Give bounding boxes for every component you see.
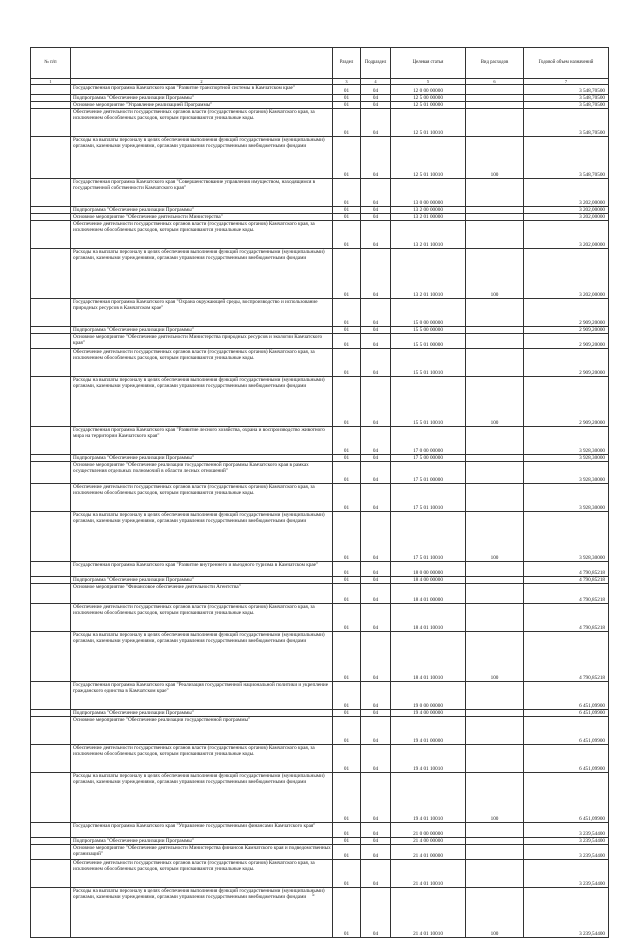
row-sum-cell: 4 790,85218 (524, 577, 609, 584)
row-vr-cell (466, 179, 524, 207)
row-razdel-cell: 01 (333, 860, 361, 888)
table-row (31, 377, 609, 427)
row-razdel-cell: 01 (333, 682, 361, 710)
table-row (31, 860, 609, 888)
row-number-cell (31, 214, 71, 221)
header-name (71, 48, 333, 79)
row-razdel-cell: 01 (333, 377, 361, 427)
budget-table (30, 47, 609, 938)
table-row (31, 327, 609, 334)
row-csr-cell: 12 5 01 10010 (391, 137, 466, 179)
row-number-cell (31, 249, 71, 299)
row-sum-cell: 3 548,70500 (524, 137, 609, 179)
row-vr-cell (466, 462, 524, 484)
row-sum-cell: 2 909,20000 (524, 334, 609, 349)
row-number-cell (31, 823, 71, 838)
row-csr-cell: 17 5 01 00000 (391, 462, 466, 484)
table-row (31, 207, 609, 214)
header-razdel: Раздел (333, 48, 361, 79)
row-razdel-cell: 01 (333, 299, 361, 327)
row-vr-cell (466, 95, 524, 102)
row-name-cell: Обеспечение деятельности государственных органов власти (государственных органов) Камчатского края, за исключением обособленных расходов, которым присваиваются уникальные коды. (71, 221, 333, 249)
table-row (31, 95, 609, 102)
row-number-cell (31, 577, 71, 584)
row-sum-cell: 3 239,54400 (524, 823, 609, 838)
table-row (31, 299, 609, 327)
row-podrazdel-cell: 04 (361, 85, 391, 95)
row-name-cell: Основное мероприятие "Финансовое обеспечение деятельности Агентства" (71, 584, 333, 604)
row-number-cell (31, 512, 71, 562)
row-name-cell: Основное мероприятие "Обеспечение деятельности Министерства" (71, 214, 333, 221)
row-podrazdel-cell: 04 (361, 427, 391, 455)
table-row (31, 334, 609, 349)
row-vr-cell (466, 860, 524, 888)
row-podrazdel-cell: 04 (361, 745, 391, 773)
row-vr-cell (466, 214, 524, 221)
row-podrazdel-cell: 04 (361, 109, 391, 137)
row-podrazdel-cell: 04 (361, 773, 391, 823)
table-row (31, 584, 609, 604)
row-vr-cell (466, 845, 524, 860)
row-sum-cell: 3 239,54400 (524, 860, 609, 888)
row-razdel-cell: 01 (333, 462, 361, 484)
row-sum-cell: 3 202,00000 (524, 221, 609, 249)
page-number: 5 (312, 893, 315, 898)
row-csr-cell: 19 4 01 00000 (391, 717, 466, 745)
row-podrazdel-cell: 04 (361, 860, 391, 888)
row-csr-cell: 18 4 01 10010 (391, 604, 466, 632)
row-razdel-cell: 01 (333, 577, 361, 584)
row-number-cell (31, 377, 71, 427)
row-razdel-cell: 01 (333, 717, 361, 745)
row-razdel-cell: 01 (333, 427, 361, 455)
row-name-cell: Подпрограмма "Обеспечение реализации Программы" (71, 327, 333, 334)
row-vr-cell (466, 334, 524, 349)
row-razdel-cell: 01 (333, 823, 361, 838)
row-razdel-cell: 01 (333, 102, 361, 109)
row-sum-cell: 2 909,20000 (524, 377, 609, 427)
row-podrazdel-cell: 04 (361, 95, 391, 102)
row-vr-cell: 100 (466, 773, 524, 823)
row-csr-cell: 12 5 01 10010 (391, 109, 466, 137)
row-vr-cell: 100 (466, 249, 524, 299)
row-csr-cell: 19 0 00 00000 (391, 682, 466, 710)
table-row (31, 214, 609, 221)
row-csr-cell: 17 5 01 10010 (391, 484, 466, 512)
row-number-cell (31, 102, 71, 109)
table-row (31, 745, 609, 773)
row-name-cell: Государственная программа Камчатского края "Развитие внутреннего и въездного туризма в Камчатском крае" (71, 562, 333, 577)
table-row (31, 349, 609, 377)
row-vr-cell (466, 207, 524, 214)
row-name-cell: Подпрограмма "Обеспечение реализации Программы" (71, 95, 333, 102)
header-sum: Годовой объем назначений (524, 48, 609, 79)
table-row (31, 137, 609, 179)
row-razdel-cell: 01 (333, 207, 361, 214)
row-podrazdel-cell: 04 (361, 334, 391, 349)
row-sum-cell: 2 909,20000 (524, 327, 609, 334)
row-razdel-cell: 01 (333, 179, 361, 207)
row-razdel-cell: 01 (333, 137, 361, 179)
row-name-cell: Подпрограмма "Обеспечение реализации Программы" (71, 838, 333, 845)
row-vr-cell (466, 604, 524, 632)
row-name-cell: Расходы на выплаты персоналу в целях обеспечения выполнения функций государственными (муниципальными) органами, казенными учреждениями, органами управления государственными внебюджетными фондами (71, 512, 333, 562)
row-csr-cell: 18 4 01 00000 (391, 584, 466, 604)
row-name-cell: Подпрограмма "Обеспечение реализации Программы" (71, 710, 333, 717)
row-razdel-cell: 01 (333, 249, 361, 299)
row-podrazdel-cell: 04 (361, 717, 391, 745)
row-name-cell: Расходы на выплаты персоналу в целях обеспечения выполнения функций государственными (муниципальными) органами, казенными учреждениями, органами управления государственными внебюджетными фондами (71, 632, 333, 682)
row-csr-cell: 18 4 00 00000 (391, 577, 466, 584)
table-row (31, 632, 609, 682)
row-vr-cell (466, 427, 524, 455)
row-name-cell: Расходы на выплаты персоналу в целях обеспечения выполнения функций государственными (муниципальными) органами, казенными учреждениями, органами управления государственными внебюджетными фондами (71, 773, 333, 823)
row-razdel-cell: 01 (333, 109, 361, 137)
row-csr-cell: 21 4 01 10010 (391, 860, 466, 888)
table-row (31, 221, 609, 249)
row-podrazdel-cell: 04 (361, 102, 391, 109)
row-csr-cell: 15 5 01 10010 (391, 377, 466, 427)
row-sum-cell: 3 548,70500 (524, 102, 609, 109)
row-csr-cell: 21 4 01 00000 (391, 845, 466, 860)
row-number-cell (31, 562, 71, 577)
table-row (31, 562, 609, 577)
row-razdel-cell: 01 (333, 214, 361, 221)
header-row (31, 48, 609, 79)
row-name-cell: Расходы на выплаты персоналу в целях обеспечения выполнения функций государственными (муниципальными) органами, казенными учреждениями, органами управления государственными внебюджетными фондами (71, 249, 333, 299)
row-name-cell: Государственная программа Камчатского края "Охрана окружающей среды, воспроизводство и использование природных ресурсов в Камчатском крае" (71, 299, 333, 327)
row-podrazdel-cell: 04 (361, 179, 391, 207)
row-number-cell (31, 299, 71, 327)
row-podrazdel-cell: 04 (361, 710, 391, 717)
header-csr: Целевая статья (391, 48, 466, 79)
header-num: № п/п (31, 48, 71, 79)
column-number: 6 (466, 79, 524, 85)
row-podrazdel-cell: 04 (361, 888, 391, 938)
row-csr-cell: 18 0 00 00000 (391, 562, 466, 577)
row-sum-cell: 3 928,30000 (524, 427, 609, 455)
row-name-cell: Обеспечение деятельности государственных органов власти (государственных органов) Камчатского края, за исключением обособленных расходов, которым присваиваются уникальные коды. (71, 109, 333, 137)
row-csr-cell: 13 2 01 10010 (391, 221, 466, 249)
row-name-cell: Основное мероприятие "Обеспечение реализации государственной программы" (71, 717, 333, 745)
row-podrazdel-cell: 04 (361, 562, 391, 577)
row-podrazdel-cell: 04 (361, 584, 391, 604)
row-number-cell (31, 860, 71, 888)
row-sum-cell: 4 790,85218 (524, 584, 609, 604)
row-number-cell (31, 455, 71, 462)
row-razdel-cell: 01 (333, 710, 361, 717)
row-razdel-cell: 01 (333, 888, 361, 938)
row-sum-cell: 3 928,30000 (524, 462, 609, 484)
row-name-cell: Обеспечение деятельности государственных органов власти (государственных органов) Камчатского края, за исключением обособленных расходов, которым присваиваются уникальные коды. (71, 604, 333, 632)
row-number-cell (31, 95, 71, 102)
row-csr-cell: 12 5 00 00000 (391, 95, 466, 102)
row-sum-cell: 3 548,70500 (524, 95, 609, 102)
row-number-cell (31, 604, 71, 632)
row-podrazdel-cell: 04 (361, 214, 391, 221)
row-podrazdel-cell: 04 (361, 455, 391, 462)
row-csr-cell: 13 2 00 00000 (391, 207, 466, 214)
row-razdel-cell: 01 (333, 455, 361, 462)
row-podrazdel-cell: 04 (361, 462, 391, 484)
row-number-cell (31, 845, 71, 860)
row-razdel-cell: 01 (333, 838, 361, 845)
row-csr-cell: 15 5 01 00000 (391, 334, 466, 349)
row-csr-cell: 13 2 01 10010 (391, 249, 466, 299)
row-sum-cell: 6 451,09900 (524, 745, 609, 773)
row-sum-cell: 3 239,54400 (524, 845, 609, 860)
row-csr-cell: 19 4 01 10010 (391, 773, 466, 823)
row-name-cell: Обеспечение деятельности государственных органов власти (государственных органов) Камчатского края, за исключением обособленных расходов, которым присваиваются уникальные коды. (71, 745, 333, 773)
row-csr-cell: 13 2 01 00000 (391, 214, 466, 221)
table-row (31, 888, 609, 938)
row-vr-cell (466, 710, 524, 717)
row-number-cell (31, 427, 71, 455)
row-number-cell (31, 632, 71, 682)
row-vr-cell (466, 717, 524, 745)
column-number: 1 (31, 79, 71, 85)
row-number-cell (31, 207, 71, 214)
row-csr-cell: 19 4 00 00000 (391, 710, 466, 717)
row-csr-cell: 21 4 00 00000 (391, 838, 466, 845)
row-name-cell: Основное мероприятие "Обеспечение деятельности Министерства природных ресурсов и экологии Камчатского края" (71, 334, 333, 349)
row-sum-cell: 2 909,20000 (524, 349, 609, 377)
row-number-cell (31, 85, 71, 95)
table-row (31, 102, 609, 109)
table-row (31, 85, 609, 95)
row-vr-cell (466, 102, 524, 109)
row-podrazdel-cell: 04 (361, 632, 391, 682)
row-podrazdel-cell: 04 (361, 577, 391, 584)
row-number-cell (31, 584, 71, 604)
column-number: 4 (361, 79, 391, 85)
row-podrazdel-cell: 04 (361, 137, 391, 179)
row-sum-cell: 3 202,00000 (524, 207, 609, 214)
column-number: 2 (71, 79, 333, 85)
row-podrazdel-cell: 04 (361, 838, 391, 845)
row-number-cell (31, 462, 71, 484)
row-podrazdel-cell: 04 (361, 207, 391, 214)
row-name-cell: Подпрограмма "Обеспечение реализации Программы" (71, 455, 333, 462)
row-number-cell (31, 484, 71, 512)
row-podrazdel-cell: 04 (361, 377, 391, 427)
row-csr-cell: 12 0 00 00000 (391, 85, 466, 95)
row-number-cell (31, 838, 71, 845)
row-sum-cell: 3 239,54400 (524, 888, 609, 938)
row-vr-cell (466, 109, 524, 137)
table-row (31, 109, 609, 137)
row-number-cell (31, 109, 71, 137)
row-sum-cell: 3 548,70500 (524, 109, 609, 137)
table-row (31, 577, 609, 584)
row-razdel-cell: 01 (333, 221, 361, 249)
row-razdel-cell: 01 (333, 512, 361, 562)
row-number-cell (31, 710, 71, 717)
row-podrazdel-cell: 04 (361, 327, 391, 334)
row-podrazdel-cell: 04 (361, 682, 391, 710)
row-vr-cell (466, 562, 524, 577)
row-razdel-cell: 01 (333, 484, 361, 512)
row-vr-cell: 100 (466, 377, 524, 427)
row-vr-cell (466, 455, 524, 462)
row-number-cell (31, 682, 71, 710)
table-row (31, 484, 609, 512)
table-row (31, 845, 609, 860)
row-razdel-cell: 01 (333, 327, 361, 334)
row-sum-cell: 3 202,00000 (524, 249, 609, 299)
row-csr-cell: 15 5 00 00000 (391, 327, 466, 334)
row-sum-cell: 3 928,30000 (524, 455, 609, 462)
row-sum-cell: 4 790,85218 (524, 632, 609, 682)
row-vr-cell (466, 823, 524, 838)
row-podrazdel-cell: 04 (361, 512, 391, 562)
table-row (31, 604, 609, 632)
row-vr-cell (466, 85, 524, 95)
row-csr-cell: 15 5 01 10010 (391, 349, 466, 377)
row-sum-cell: 6 451,09900 (524, 682, 609, 710)
table-row (31, 682, 609, 710)
row-podrazdel-cell: 04 (361, 249, 391, 299)
row-sum-cell: 6 451,09900 (524, 773, 609, 823)
row-name-cell: Государственная программа Камчатского края "Управление государственными финансами Камчатского края" (71, 823, 333, 838)
row-csr-cell: 15 0 00 00000 (391, 299, 466, 327)
row-name-cell: Расходы на выплаты персоналу в целях обеспечения выполнения функций государственными (муниципальными) органами, казенными учреждениями, органами управления государственными внебюджетными фондами (71, 137, 333, 179)
row-razdel-cell: 01 (333, 632, 361, 682)
row-csr-cell: 17 5 00 00000 (391, 455, 466, 462)
row-razdel-cell: 01 (333, 334, 361, 349)
row-podrazdel-cell: 04 (361, 349, 391, 377)
row-number-cell (31, 179, 71, 207)
row-vr-cell (466, 349, 524, 377)
row-name-cell: Обеспечение деятельности государственных органов власти (государственных органов) Камчатского края, за исключением обособленных расходов, которым присваиваются уникальные коды. (71, 860, 333, 888)
row-number-cell (31, 773, 71, 823)
row-vr-cell (466, 682, 524, 710)
row-name-cell: Подпрограмма "Обеспечение реализации Программы" (71, 207, 333, 214)
table-row (31, 427, 609, 455)
row-podrazdel-cell: 04 (361, 299, 391, 327)
row-razdel-cell: 01 (333, 584, 361, 604)
row-number-cell (31, 717, 71, 745)
row-podrazdel-cell: 04 (361, 823, 391, 838)
row-sum-cell: 3 928,30000 (524, 484, 609, 512)
row-number-cell (31, 137, 71, 179)
row-vr-cell (466, 745, 524, 773)
row-razdel-cell: 01 (333, 845, 361, 860)
row-name-cell: Подпрограмма "Обеспечение реализации Программы" (71, 577, 333, 584)
table-row (31, 710, 609, 717)
row-vr-cell: 100 (466, 632, 524, 682)
row-vr-cell (466, 484, 524, 512)
table-row (31, 512, 609, 562)
row-vr-cell: 100 (466, 512, 524, 562)
row-vr-cell: 100 (466, 137, 524, 179)
header-vr: Вид расходов (466, 48, 524, 79)
row-sum-cell: 2 909,20000 (524, 299, 609, 327)
row-razdel-cell: 01 (333, 604, 361, 632)
row-vr-cell (466, 584, 524, 604)
table-body (31, 85, 609, 938)
row-razdel-cell: 01 (333, 95, 361, 102)
row-sum-cell: 6 451,09900 (524, 717, 609, 745)
row-razdel-cell: 01 (333, 745, 361, 773)
row-number-cell (31, 221, 71, 249)
row-vr-cell (466, 577, 524, 584)
table-row (31, 823, 609, 838)
table-row (31, 179, 609, 207)
table-row (31, 455, 609, 462)
row-name-cell: Основное мероприятие "Управление реализацией Программы" (71, 102, 333, 109)
row-sum-cell: 3 239,54400 (524, 838, 609, 845)
row-razdel-cell: 01 (333, 562, 361, 577)
row-sum-cell: 3 548,70500 (524, 85, 609, 95)
table-row (31, 462, 609, 484)
table-row (31, 838, 609, 845)
row-vr-cell (466, 299, 524, 327)
column-number: 7 (524, 79, 609, 85)
row-sum-cell: 6 451,09900 (524, 710, 609, 717)
row-podrazdel-cell: 04 (361, 221, 391, 249)
budget-table-sheet (30, 47, 608, 938)
row-csr-cell: 19 4 01 10010 (391, 745, 466, 773)
row-csr-cell: 17 0 00 00000 (391, 427, 466, 455)
row-vr-cell (466, 327, 524, 334)
row-vr-cell: 100 (466, 888, 524, 938)
column-number: 5 (391, 79, 466, 85)
row-sum-cell: 4 790,85218 (524, 604, 609, 632)
header-podrazdel: Подраздел (361, 48, 391, 79)
row-csr-cell: 21 0 00 00000 (391, 823, 466, 838)
row-name-cell: Государственная программа Камчатского края "Совершенствование управления имуществом, находящимся в государственной собственности Камчатского края" (71, 179, 333, 207)
row-csr-cell: 18 4 01 10010 (391, 632, 466, 682)
row-csr-cell: 12 5 01 00000 (391, 102, 466, 109)
row-vr-cell (466, 838, 524, 845)
row-name-cell: Государственная программа Камчатского края "Развитие лесного хозяйства, охрана и воспроизводство животного мира на территории Камчатского края" (71, 427, 333, 455)
row-name-cell: Обеспечение деятельности государственных органов власти (государственных органов) Камчатского края, за исключением обособленных расходов, которым присваиваются уникальные коды. (71, 484, 333, 512)
row-podrazdel-cell: 04 (361, 604, 391, 632)
row-sum-cell: 3 928,30000 (524, 512, 609, 562)
row-number-cell (31, 334, 71, 349)
row-name-cell: Основное мероприятие "Обеспечение деятельности Министерства финансов Камчатского края и подведомственных организаций" (71, 845, 333, 860)
row-csr-cell: 13 0 00 00000 (391, 179, 466, 207)
row-number-cell (31, 349, 71, 377)
row-name-cell: Обеспечение деятельности государственных органов власти (государственных органов) Камчатского края, за исключением обособленных расходов, которым присваиваются уникальные коды. (71, 349, 333, 377)
row-csr-cell: 17 5 01 10010 (391, 512, 466, 562)
row-razdel-cell: 01 (333, 773, 361, 823)
row-podrazdel-cell: 04 (361, 845, 391, 860)
row-name-cell: Расходы на выплаты персоналу в целях обеспечения выполнения функций государственными (муниципальными) органами, казенными учреждениями, органами управления государственными внебюджетными фондами (71, 377, 333, 427)
row-number-cell (31, 745, 71, 773)
row-csr-cell: 21 4 01 10010 (391, 888, 466, 938)
row-vr-cell (466, 221, 524, 249)
row-sum-cell: 3 202,00000 (524, 179, 609, 207)
row-name-cell: Основное мероприятие "Обеспечение реализации государственной программы Камчатского края в рамках осуществления отдельных полномочий в области лесных отношений" (71, 462, 333, 484)
row-name-cell: Государственная программа Камчатского края "Развитие транспортной системы в Камчатском крае" (71, 85, 333, 95)
table-row (31, 249, 609, 299)
column-number: 3 (333, 79, 361, 85)
row-sum-cell: 3 202,00000 (524, 214, 609, 221)
row-number-cell (31, 888, 71, 938)
row-name-cell: Государственная программа Камчатского края "Реализация государственной национальной политики и укрепление гражданского единства в Камчатском крае" (71, 682, 333, 710)
row-razdel-cell: 01 (333, 85, 361, 95)
table-row (31, 773, 609, 823)
row-podrazdel-cell: 04 (361, 484, 391, 512)
table-row (31, 717, 609, 745)
row-razdel-cell: 01 (333, 349, 361, 377)
row-name-cell: Расходы на выплаты персоналу в целях обеспечения выполнения функций государственными (муниципальными) органами, казенными учреждениями, органами управления государственными внебюджетными фондами (71, 888, 333, 938)
row-sum-cell: 4 790,85218 (524, 562, 609, 577)
row-number-cell (31, 327, 71, 334)
